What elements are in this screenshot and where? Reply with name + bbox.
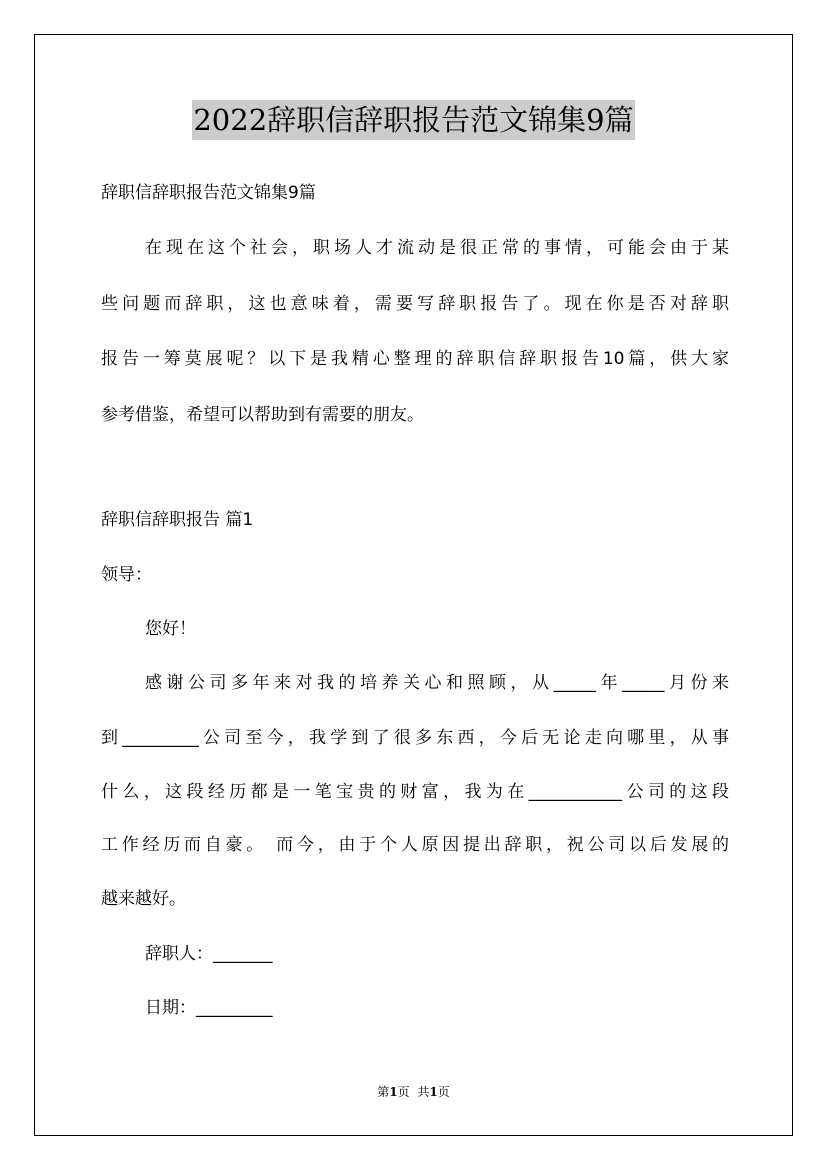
document-title: 2022辞职信辞职报告范文锦集9篇 [192, 100, 634, 140]
total-pages: 1 [429, 1085, 438, 1099]
intro-line-2: 些问题而辞职，这也意味着，需要写辞职报告了。现在你是否对辞职 [101, 294, 729, 314]
body-line-5: 越来越好。 [101, 889, 186, 909]
resigner-signature: 辞职人：_______ [145, 944, 273, 964]
title-container [0, 100, 827, 140]
salutation: 领导： [101, 565, 152, 585]
body-line-3: 什么，这段经历都是一笔宝贵的财富，我为在___________公司的这段 [101, 782, 729, 802]
greeting: 您好！ [145, 619, 196, 639]
page-prefix: 第 [377, 1085, 390, 1099]
body-line-2: 到_________公司至今，我学到了很多东西，今后无论走向哪里，从事 [101, 728, 729, 748]
page-number: 1 [389, 1085, 398, 1099]
body-line-4: 工作经历而自豪。 而今，由于个人原因提出辞职，祝公司以后发展的 [101, 835, 729, 855]
page-suffix: 页 [397, 1085, 410, 1099]
intro-line-4: 参考借鉴，希望可以帮助到有需要的朋友。 [101, 405, 424, 425]
intro-line-3: 报告一筹莫展呢？以下是我精心整理的辞职信辞职报告10篇，供大家 [101, 349, 729, 369]
intro-line-1: 在现在这个社会，职场人才流动是很正常的事情，可能会由于某 [145, 238, 729, 258]
page-footer [0, 1084, 827, 1100]
document-subtitle: 辞职信辞职报告范文锦集9篇 [101, 183, 316, 203]
section-heading: 辞职信辞职报告 篇1 [101, 510, 254, 530]
total-suffix: 页 [437, 1085, 450, 1099]
body-line-1: 感谢公司多年来对我的培养关心和照顾，从_____年_____月份来 [145, 673, 729, 693]
total-prefix: 共 [417, 1085, 430, 1099]
signature-date: 日期：_________ [145, 998, 273, 1018]
